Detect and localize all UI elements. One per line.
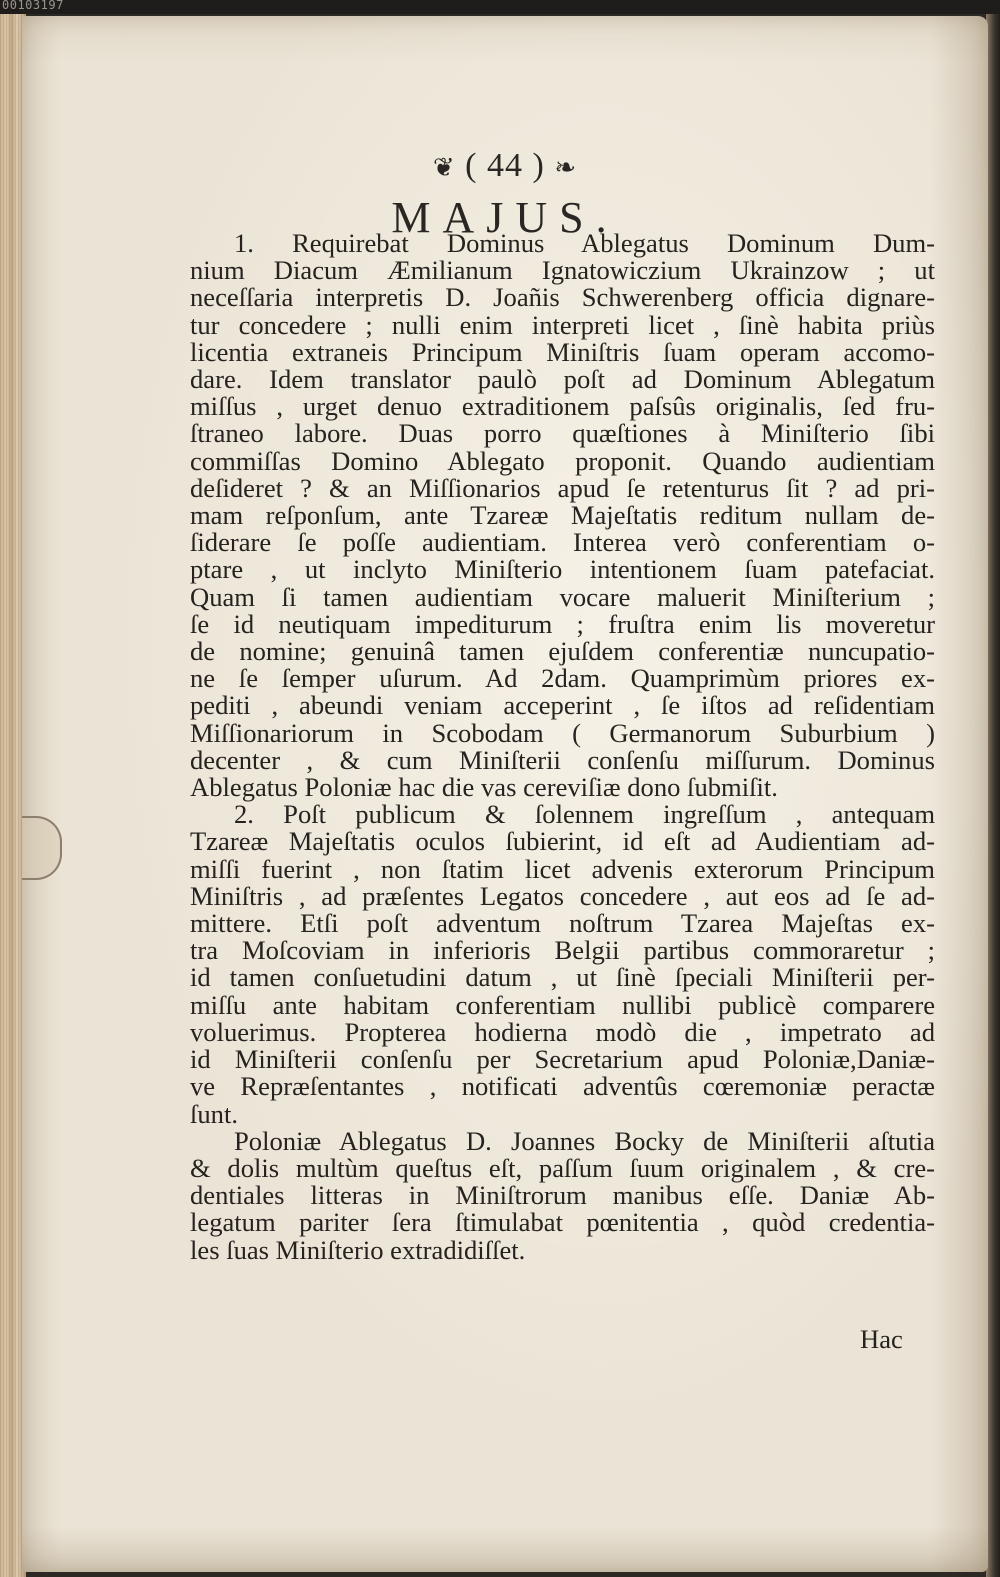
page-number-line xyxy=(22,144,988,190)
body-text xyxy=(190,230,935,1264)
text-line: mittere. Etſi poſt adventum noſtrum Tzarea Majeſtas ex- xyxy=(190,908,935,939)
text-line: miſſus , urget denuo extraditionem paſsûs originalis, ſed fru- xyxy=(190,391,935,422)
text-line: ſiderare ſe poſſe audientiam. Interea verò conferentiam o- xyxy=(190,527,935,558)
text-line: tur concedere ; nulli enim interpreti licet , ſinè habita priùs xyxy=(190,309,935,340)
text-line: dentiales litteras in Miniſtrorum manibus eſſe. Daniæ Ab- xyxy=(190,1180,935,1211)
text-line: de nomine; genuinâ tamen ejuſdem conferentiæ nuncupatio- xyxy=(190,636,935,667)
text-line: voluerimus. Propterea hodierna modò die , impetrato ad xyxy=(190,1016,935,1047)
section-title: MAJUS. xyxy=(391,193,619,243)
text-line: decenter , & cum Miniſterii conſenſu miſſurum. Dominus xyxy=(190,744,935,775)
page-number: ( 44 ) xyxy=(465,147,545,184)
text-line: miſſi fuerint , non ſtatim licet advenis exterorum Principum xyxy=(190,853,935,884)
text-line: deſideret ? & an Miſſionarios apud ſe retenturus ſit ? ad pri- xyxy=(190,472,935,503)
text-line: id tamen conſuetudini datum , ut ſinè ſpeciali Miniſterii per- xyxy=(190,962,935,993)
text-line: Miſſionariorum in Scobodam ( Germanorum Suburbium ) xyxy=(190,717,935,748)
ornament-right-icon: ❧ xyxy=(554,153,578,183)
text-line: Ablegatus Poloniæ hac die vas cereviſiæ dono ſubmiſit. xyxy=(190,772,778,803)
text-line: Tzareæ Majeſtatis oculos ſubierint, id eſt ad Audientiam ad- xyxy=(190,826,935,857)
text-line: legatum pariter ſera ſtimulabat pœnitentia , quòd credentia- xyxy=(190,1207,935,1238)
text-line: 1. Requirebat Dominus Ablegatus Dominum Dum- xyxy=(234,228,935,258)
text-line: Miniſtris , ad præſentes Legatos concedere , aut eos ad ſe ad- xyxy=(190,880,935,911)
page-clip xyxy=(22,816,62,880)
text-line: ve Repræſentantes , notificati adventûs cœremoniæ peractæ xyxy=(190,1071,935,1102)
text-line: ptare , ut inclyto Miniſterio intentionem ſuam patefaciat. xyxy=(190,554,935,585)
text-line: ne ſe ſemper uſurum. Ad 2dam. Quamprimùm priores ex- xyxy=(190,663,935,694)
text-line: nium Diacum Æmilianum Ignatowiczium Ukrainzow ; ut xyxy=(190,255,935,286)
text-line: & dolis multùm queſtus eſt, paſſum ſuum originalem , & cre- xyxy=(190,1152,935,1183)
book-right-edge xyxy=(986,14,1000,1577)
text-line: 2. Poſt publicum & ſolennem ingreſſum , antequam xyxy=(234,799,935,830)
book-page xyxy=(22,16,988,1572)
text-line: pediti , abeundi veniam acceperint , ſe iſtos ad reſidentiam xyxy=(190,690,935,721)
text-line: id Miniſterii conſenſu per Secretarium apud Poloniæ,Daniæ- xyxy=(190,1044,935,1075)
catchword: Hac xyxy=(860,1324,903,1354)
text-line: ſunt. xyxy=(190,1098,239,1129)
text-line: ſtraneo labore. Duas porro quæſtiones à Miniſterio ſibi xyxy=(190,418,935,449)
text-line: Poloniæ Ablegatus D. Joannes Bocky de Miniſterii aſtutia xyxy=(234,1125,935,1156)
scan-id-label: 00103197 xyxy=(2,0,64,12)
scan-header-strip xyxy=(0,0,1000,14)
text-line: les ſuas Miniſterio extradidiſſet. xyxy=(190,1234,526,1265)
text-line: mam reſponſum, ante Tzareæ Majeſtatis reditum nullam de- xyxy=(190,500,935,531)
text-line: miſſu ante habitam conferentiam nullibi publicè comparere xyxy=(190,989,935,1020)
text-line: ſe id neutiquam impediturum ; fruſtra enim lis moveretur xyxy=(190,608,935,639)
text-line: neceſſaria interpretis D. Joañis Schwerenberg officia dignare- xyxy=(190,282,935,313)
text-line: licentia extraneis Principum Miniſtris ſuam operam accomo- xyxy=(190,336,935,367)
text-line: commiſſas Domino Ablegato proponit. Quando audientiam xyxy=(190,445,935,476)
text-line: tra Moſcoviam in inferioris Belgii partibus commoraretur ; xyxy=(190,935,935,966)
ornament-left-icon: ❦ xyxy=(432,153,456,183)
text-line: dare. Idem translator paulò poſt ad Dominum Ablegatum xyxy=(190,364,935,395)
text-line: Quam ſi tamen audientiam vocare maluerit Miniſterium ; xyxy=(190,581,935,612)
